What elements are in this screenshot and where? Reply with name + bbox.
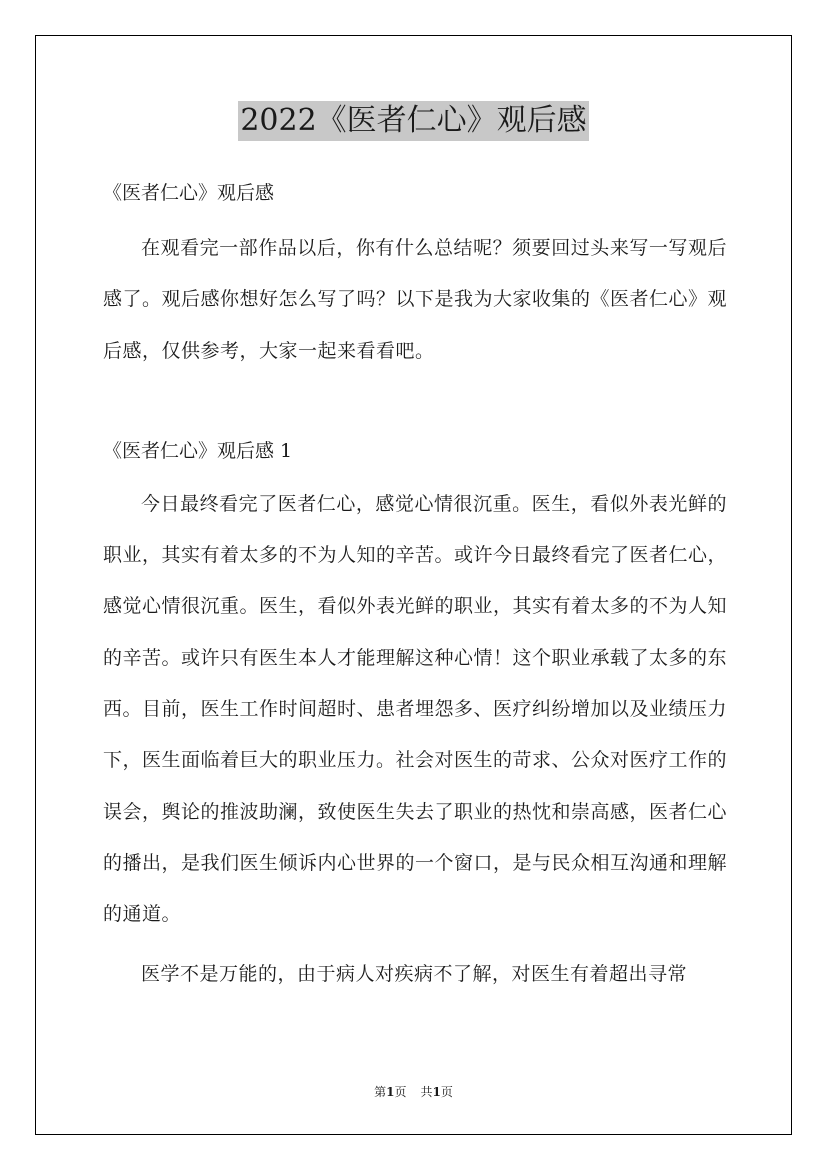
document-subtitle: 《医者仁心》观后感	[103, 182, 275, 204]
page-suffix: 页	[394, 1085, 407, 1099]
total-pages: 1	[432, 1085, 441, 1099]
page-number: 1	[386, 1085, 395, 1099]
total-suffix: 页	[440, 1085, 453, 1099]
total-prefix: 共	[420, 1085, 433, 1099]
page-footer	[0, 1082, 827, 1102]
section-paragraph-2: 医学不是万能的，由于病人对疾病不了解，对医生有着超出寻常	[141, 962, 688, 985]
intro-paragraph: 在观看完一部作品以后，你有什么总结呢？须要回过头来写一写观后感了。观后感你想好怎么写了吗？以下是我为大家收集的《医者仁心》观后感，仅供参考，大家一起来看看吧。	[103, 237, 728, 362]
document-body	[103, 171, 727, 1000]
title-container	[0, 101, 827, 141]
section-paragraph-1: 今日最终看完了医者仁心，感觉心情很沉重。医生，看似外表光鲜的职业，其实有着太多的不为人知的辛苦。或许今日最终看完了医者仁心，感觉心情很沉重。医生，看似外表光鲜的职业，其实有着太多的不为人知的辛苦。或许只有医生本人才能理解这种心情！这个职业承载了太多的东西。目前，医生工作时间超时、患者埋怨多、医疗纠纷增加以及业绩压力下，医生面临着巨大的职业压力。社会对医生的苛求、公众对医疗工作的误会，舆论的推波助澜，致使医生失去了职业的热忱和崇高感，医者仁心的播出，是我们医生倾诉内心世界的一个窗口，是与民众相互沟通和理解的通道。	[103, 492, 728, 926]
section-heading: 《医者仁心》观后感 1	[103, 439, 293, 462]
page-prefix: 第	[374, 1085, 387, 1099]
document-title: 2022《医者仁心》观后感	[238, 101, 588, 141]
